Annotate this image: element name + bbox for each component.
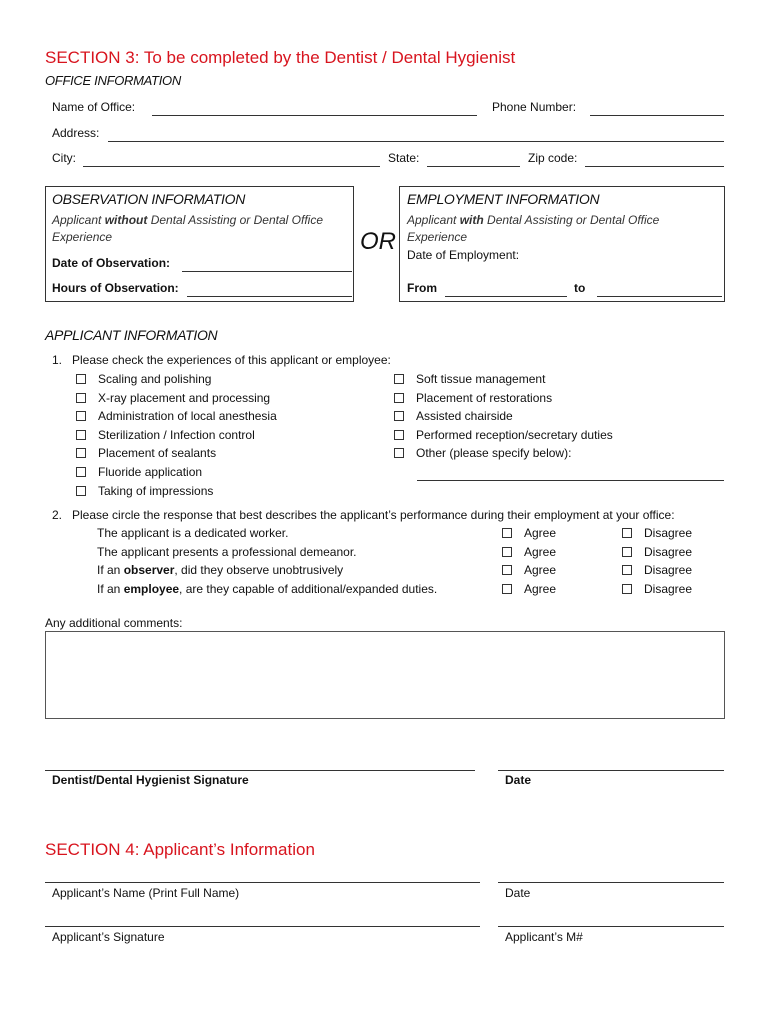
experience-left-item[interactable]	[76, 409, 277, 423]
checkbox-icon[interactable]	[502, 547, 512, 557]
experience-left-label: Fluoride application	[98, 465, 203, 479]
observation-hours-field[interactable]	[187, 280, 352, 297]
dentist-date-line[interactable]	[498, 770, 724, 771]
section3-title: SECTION 3: To be completed by the Dentist / Dental Hygienist	[45, 48, 516, 67]
checkbox-icon[interactable]	[394, 411, 404, 421]
zip-field[interactable]	[585, 150, 724, 167]
employment-from-field[interactable]	[445, 280, 567, 297]
experience-left-label: Sterilization / Infection control	[98, 427, 255, 442]
phone-label: Phone Number:	[492, 100, 577, 114]
disagree-label: Disagree	[644, 526, 693, 540]
statement-text: The applicant is a dedicated worker.	[97, 526, 289, 540]
checkbox-icon[interactable]	[76, 467, 86, 477]
checkbox-icon[interactable]	[622, 565, 632, 575]
phone-field[interactable]	[590, 99, 724, 116]
observation-heading: OBSERVATION INFORMATION	[52, 191, 246, 207]
address-label: Address:	[52, 126, 100, 140]
disagree-option[interactable]	[622, 526, 692, 540]
experience-right-item[interactable]	[394, 446, 571, 460]
employment-from-label: From	[407, 281, 437, 295]
disagree-label: Disagree	[644, 563, 693, 577]
checkbox-icon[interactable]	[76, 448, 86, 458]
checkbox-icon[interactable]	[502, 584, 512, 594]
question-2: 2. Please circle the response that best describes the applicant’s performance during their employment at your office:	[52, 508, 675, 522]
checkbox-icon[interactable]	[394, 393, 404, 403]
dentist-signature-label: Dentist/Dental Hygienist Signature	[52, 773, 249, 787]
checkbox-icon[interactable]	[394, 430, 404, 440]
observation-hours-label: Hours of Observation:	[52, 281, 179, 295]
checkbox-icon[interactable]	[622, 584, 632, 594]
experience-right-item[interactable]	[394, 372, 545, 386]
applicant-date-line[interactable]	[498, 882, 724, 883]
experience-right-label: Placement of restorations	[416, 390, 553, 405]
checkbox-icon[interactable]	[76, 430, 86, 440]
checkbox-icon[interactable]	[394, 448, 404, 458]
experience-left-item[interactable]	[76, 484, 213, 498]
experience-left-item[interactable]	[76, 446, 216, 460]
state-label: State:	[388, 151, 420, 165]
zip-label: Zip code:	[528, 151, 578, 165]
employment-subtitle: Applicant with Dental Assisting or Dental Office Experience	[407, 213, 660, 244]
office-name-label: Name of Office:	[52, 100, 136, 114]
disagree-label: Disagree	[644, 544, 693, 559]
checkbox-icon[interactable]	[622, 528, 632, 538]
applicant-m-line[interactable]	[498, 926, 724, 927]
or-label: OR	[360, 228, 396, 255]
experience-right-item[interactable]	[394, 391, 552, 405]
experience-left-label: Taking of impressions	[98, 483, 214, 498]
applicant-m-label: Applicant’s M#	[505, 930, 583, 944]
city-field[interactable]	[83, 150, 380, 167]
employment-heading: EMPLOYMENT INFORMATION	[407, 191, 600, 207]
statement-text: If an observer, did they observe unobtrusively	[97, 563, 344, 577]
checkbox-icon[interactable]	[622, 547, 632, 557]
experience-right-label: Other (please specify below):	[416, 446, 572, 461]
experience-right-label: Soft tissue management	[416, 372, 546, 386]
section4-title: SECTION 4: Applicant’s Information	[45, 840, 315, 859]
applicant-info-heading: APPLICANT INFORMATION	[45, 327, 218, 343]
experience-left-item[interactable]	[76, 428, 255, 442]
agree-option[interactable]	[502, 526, 556, 540]
disagree-option[interactable]	[622, 582, 692, 596]
comments-label: Any additional comments:	[45, 616, 183, 630]
statement-text: If an employee, are they capable of additional/expanded duties.	[97, 581, 438, 596]
experience-left-label: Placement of sealants	[98, 446, 217, 461]
statement-text: The applicant presents a professional demeanor.	[97, 544, 357, 559]
dentist-date-label: Date	[505, 773, 532, 787]
disagree-option[interactable]	[622, 563, 692, 577]
disagree-label: Disagree	[644, 581, 693, 596]
dentist-signature-line[interactable]	[45, 770, 475, 771]
agree-label: Agree	[524, 526, 557, 540]
comments-field[interactable]	[45, 631, 725, 719]
agree-option[interactable]	[502, 563, 556, 577]
applicant-date-label: Date	[505, 886, 531, 900]
experience-right-item[interactable]	[394, 409, 513, 423]
checkbox-icon[interactable]	[76, 411, 86, 421]
applicant-signature-label: Applicant’s Signature	[52, 930, 165, 944]
other-specify-field[interactable]	[417, 464, 724, 481]
checkbox-icon[interactable]	[502, 565, 512, 575]
experience-left-item[interactable]	[76, 391, 270, 405]
agree-label: Agree	[524, 563, 557, 577]
checkbox-icon[interactable]	[76, 393, 86, 403]
office-name-field[interactable]	[152, 99, 477, 116]
experience-left-label: Administration of local anesthesia	[98, 409, 277, 424]
address-field[interactable]	[108, 125, 724, 142]
experience-left-label: Scaling and polishing	[98, 372, 212, 386]
state-field[interactable]	[427, 150, 520, 167]
applicant-name-label: Applicant’s Name (Print Full Name)	[52, 886, 240, 900]
experience-right-label: Performed reception/secretary duties	[416, 427, 613, 442]
agree-option[interactable]	[502, 545, 556, 559]
checkbox-icon[interactable]	[502, 528, 512, 538]
experience-right-label: Assisted chairside	[416, 409, 513, 424]
applicant-signature-line[interactable]	[45, 926, 480, 927]
employment-to-label: to	[574, 281, 586, 295]
agree-label: Agree	[524, 581, 557, 596]
observation-subtitle: Applicant without Dental Assisting or Dental Office Experience	[52, 213, 323, 244]
employment-to-field[interactable]	[597, 280, 722, 297]
checkbox-icon[interactable]	[76, 374, 86, 384]
experience-left-item[interactable]	[76, 372, 211, 386]
question-1: 1. Please check the experiences of this applicant or employee:	[52, 353, 391, 367]
experience-left-label: X-ray placement and processing	[98, 390, 271, 405]
disagree-option[interactable]	[622, 545, 692, 559]
city-label: City:	[52, 151, 76, 165]
checkbox-icon[interactable]	[394, 374, 404, 384]
office-info-heading: OFFICE INFORMATION	[45, 73, 181, 88]
observation-date-field[interactable]	[182, 255, 352, 272]
observation-date-label: Date of Observation:	[52, 256, 171, 270]
agree-label: Agree	[524, 544, 557, 559]
applicant-name-line[interactable]	[45, 882, 480, 883]
experience-right-item[interactable]	[394, 428, 613, 442]
agree-option[interactable]	[502, 582, 556, 596]
checkbox-icon[interactable]	[76, 486, 86, 496]
employment-date-label: Date of Employment:	[407, 248, 520, 262]
experience-left-item[interactable]	[76, 465, 202, 479]
